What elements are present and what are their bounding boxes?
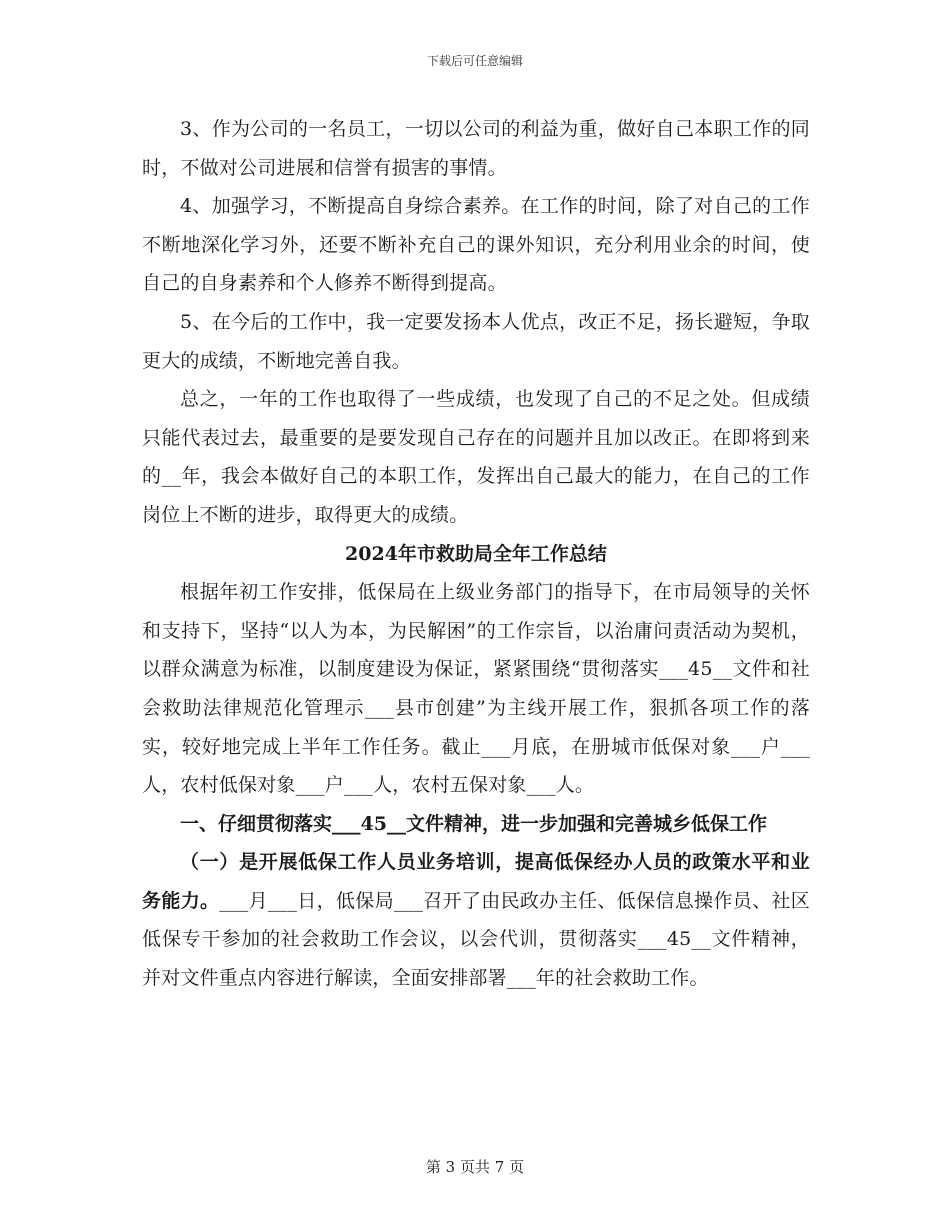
paragraph-intro: 根据年初工作安排，低保局在上级业务部门的指导下，在市局领导的关怀和支持下，坚持“以人为本，为民解困”的工作宗旨，以治庸问责活动为契机，以群众满意为标准，以制度建设为保证，紧紧围绕“贯彻落实___45__文件和社会救助法律规范化管理示___县市创建”为主线开展工作，狠抓各项工作的落实，较好地完成上半年工作任务。截止___月底，在册城市低保对象___户___人，农村低保对象___户___人，农村五保对象___人。	[142, 581, 810, 797]
subsection-1-text: ___月___日，低保局___召开了由民政办主任、低保信息操作员、社区低保专干参加的社会救助工作会议，以会代训，贯彻落实___45__文件精神，并对文件重点内容进行解读，全面安排部署___年的社会救助工作。	[142, 889, 810, 990]
subsection-1	[142, 843, 810, 997]
subsection-1-lead: （一）是开展低保工作人员业务培训，提高低保经办人员的政策水平和业务能力。	[142, 851, 810, 912]
paragraph-item-5: 5、在今后的工作中，我一定要发扬本人优点，改正不足，扬长避短，争取更大的成绩，不断地完善自我。	[142, 310, 810, 372]
paragraph-summary: 总之，一年的工作也取得了一些成绩，也发现了自己的不足之处。但成绩只能代表过去，最重要的是要发现自己存在的问题并且加以改正。在即将到来的__年，我会本做好自己的本职工作，发挥出自己最大的能力，在自己的工作岗位上不断的进步，取得更大的成绩。	[142, 388, 810, 526]
paragraph-item-4: 4、加强学习，不断提高自身综合素养。在工作的时间，除了对自己的工作不断地深化学习外，还要不断补充自己的课外知识，充分利用业余的时间，使自己的自身素养和个人修养不断得到提高。	[142, 195, 810, 295]
paragraph-item-3: 3、作为公司的一名员工，一切以公司的利益为重，做好自己本职工作的同时，不做对公司进展和信誉有损害的事情。	[142, 118, 810, 179]
document-body	[142, 110, 810, 998]
document-title: 2024年市救助局全年工作总结	[345, 542, 607, 565]
header-note: 下载后可任意编辑	[426, 54, 523, 68]
page-footer: 第 3 页共 7 页	[425, 1158, 525, 1176]
section-heading-1: 一、仔细贯彻落实___45__文件精神，进一步加强和完善城乡低保工作	[180, 812, 767, 835]
